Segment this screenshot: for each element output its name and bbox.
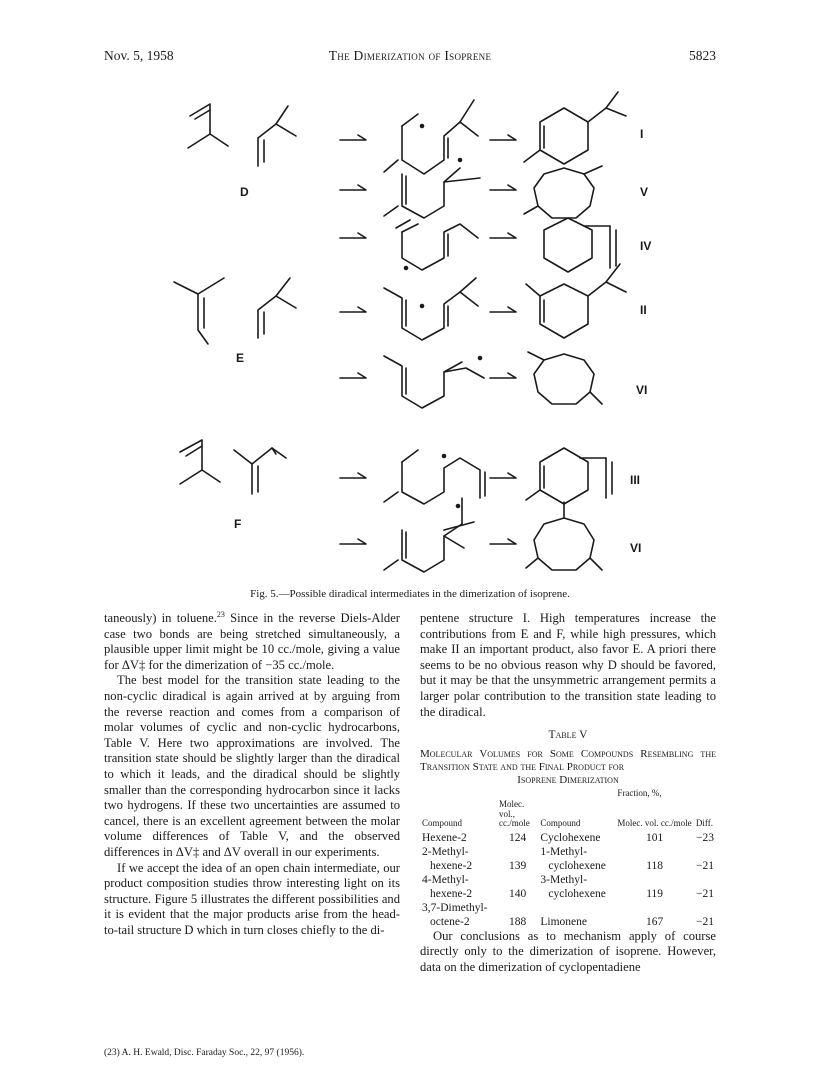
reaction-arrow	[340, 473, 366, 478]
table-cell: hexene-2	[430, 859, 473, 872]
left-column	[104, 611, 400, 938]
table-row	[420, 887, 716, 901]
reaction-arrow	[490, 539, 516, 544]
reaction-arrow	[490, 233, 516, 238]
table-cell: −23	[695, 831, 714, 844]
reaction-arrow	[490, 307, 516, 312]
column-header: Compound	[422, 818, 463, 829]
paragraph: pentene structure I. High temperatures increase the contributions from E and F, while high pressures, which make II an important product, also favor E. A priori there seems to be no obvious reason why D should be favored, but it may be that the unsymmetric arrangement permits a larger polar contribution to the transition state leading to the diradical.	[420, 611, 716, 719]
isoprene-e-structure	[180, 440, 220, 484]
diradical-d-ring-open-3	[396, 220, 478, 270]
table-cell: 119	[646, 887, 664, 900]
table-row	[420, 873, 716, 887]
label-d: D	[240, 185, 249, 199]
reaction-arrow	[340, 373, 366, 378]
diradical-e-ring-open	[384, 278, 478, 340]
paragraph-text: taneously) in toluene.	[104, 611, 217, 625]
column-group-header: Fraction, %,	[617, 787, 662, 798]
reaction-arrow	[340, 307, 366, 312]
table-caption-text: Molecular Volumes for Some Compounds Resembling the Transition State and the Final Product for	[420, 747, 716, 773]
reaction-arrow	[490, 373, 516, 378]
label-product-1: I	[640, 127, 644, 141]
table-cell: 188	[509, 915, 527, 928]
label-e: E	[236, 351, 245, 365]
table-cell: Hexene-2	[422, 831, 467, 844]
table-cell: 101	[646, 831, 664, 844]
reaction-arrow	[490, 135, 516, 140]
label-product-2: V	[640, 185, 649, 199]
paragraph: If we accept the idea of an open chain intermediate, our product composition studies throw interesting light on its structure. Figure 5 illustrates the different possibilities and it is evident that the major products arise from the head-to-tail structure D which in turn closes chiefly to the di-	[104, 860, 400, 937]
product-dipentene-ring	[524, 92, 626, 164]
table-caption-text: Isoprene Dimerization	[517, 773, 619, 786]
table-caption	[420, 748, 716, 787]
table-row	[420, 831, 716, 845]
reaction-arrow	[340, 185, 366, 190]
isoprene-a-structure	[188, 104, 228, 148]
product-cyclooctadiene-ring-2	[528, 352, 602, 404]
table-cell: 4-Methyl-	[422, 873, 469, 886]
paragraph	[104, 611, 400, 673]
label-product-6: III	[630, 473, 641, 487]
label-product-4: II	[640, 303, 647, 317]
table-cell: −21	[695, 915, 714, 928]
table-cell: 167	[646, 915, 664, 928]
label-product-3: IV	[640, 239, 652, 253]
table-cell: 2-Methyl-	[422, 845, 469, 858]
table-cell: 3-Methyl-	[540, 873, 588, 886]
reaction-arrow	[490, 473, 516, 478]
table-row	[420, 915, 716, 929]
reaction-arrow	[340, 135, 366, 140]
diradical-f-ring-open	[384, 450, 485, 504]
reaction-arrow	[490, 185, 516, 190]
header-date: Nov. 5, 1958	[104, 48, 174, 63]
product-cyclooctadiene-ring-3	[526, 502, 602, 570]
table-cell: 140	[509, 887, 527, 900]
table-cell: 1-Methyl-	[540, 845, 588, 858]
diradical-d-ring-open	[384, 100, 478, 174]
table-title: Table V	[548, 729, 588, 742]
reaction-arrow	[340, 233, 366, 238]
table-cell: 118	[646, 859, 664, 872]
molecular-volumes-table	[420, 789, 716, 929]
diradical-f-ring-open-2	[384, 498, 474, 572]
column-header: Diff.	[695, 818, 713, 829]
reaction-arrow	[340, 539, 366, 544]
label-product-7: VI	[630, 541, 642, 555]
column-header: Molec. vol. cc./mole	[617, 818, 692, 829]
diradical-e-ring-open-2	[384, 356, 484, 408]
table-cell: −21	[695, 887, 714, 900]
isoprene-d-structure	[258, 278, 296, 338]
table-row	[420, 901, 716, 915]
header-page-number: 5823	[689, 48, 716, 63]
table-cell: 3,7-Dimethyl-	[422, 901, 488, 914]
figure-caption: Fig. 5.—Possible diradical intermediates in the dimerization of isoprene.	[250, 588, 570, 600]
citation-superscript: 23	[216, 609, 225, 619]
table-cell: octene-2	[430, 915, 470, 928]
right-column	[420, 611, 716, 976]
table-cell: hexene-2	[430, 887, 473, 900]
product-vinylcyclohexene-ring	[544, 218, 616, 272]
figure-5-reaction-scheme	[140, 78, 700, 583]
table-cell: −21	[695, 859, 714, 872]
isoprene-b-structure	[258, 106, 296, 166]
product-ring-f1	[526, 448, 612, 504]
product-ring-e1	[526, 264, 626, 338]
table-cell: Cyclohexene	[540, 831, 601, 844]
column-header: Molec. vol., cc./mole	[498, 799, 530, 829]
table-cell: 139	[509, 859, 527, 872]
column-header: Compound	[540, 818, 581, 829]
isoprene-c-structure	[174, 278, 224, 344]
table-row	[420, 859, 716, 873]
label-product-5: VI	[636, 383, 648, 397]
table-cell: Limonene	[540, 915, 588, 928]
table-cell: cyclohexene	[548, 887, 606, 900]
product-cyclooctadiene-ring	[524, 166, 602, 218]
running-header	[104, 48, 716, 68]
table-cell: cyclohexene	[548, 859, 606, 872]
label-f: F	[234, 517, 242, 531]
isoprene-f-structure	[234, 448, 286, 494]
header-title: The Dimerization of Isoprene	[328, 48, 492, 63]
paragraph: Our conclusions as to mechanism apply of course directly only to the dimerization of isoprene. However, data on the dimerization of cyclopentadiene	[420, 928, 716, 974]
paragraph: The best model for the transition state leading to the non-cyclic diradical is again arrived at by arguing from the reverse reaction and comes from a comparison of molar volumes of cyclic and non-cyclic hydrocarbons, Table V. Here two approximations are involved. The transition state should be slightly larger than the diradical to which it leads, and the diradical should be slightly smaller than the corresponding hydrocarbon since it lacks two hydrogens. If these two uncertainties are assumed to cancel, there is an excellent agreement between the molar volume differences of Table V, and the observed differences in ΔV‡ and ΔV overall in our experiments.	[104, 673, 400, 859]
table-cell: 124	[509, 831, 527, 844]
footnote: (23) A. H. Ewald, Disc. Faraday Soc., 22, 97 (1956).	[104, 1048, 305, 1058]
table-row	[420, 845, 716, 859]
paragraph-text: Since in the reverse Diels-Alder case two bonds are being stretched simultaneously, a plausible upper limit might be 10 cc./mole, giving a value for ΔV‡ for the dimerization of −35 cc./mole.	[104, 611, 400, 672]
